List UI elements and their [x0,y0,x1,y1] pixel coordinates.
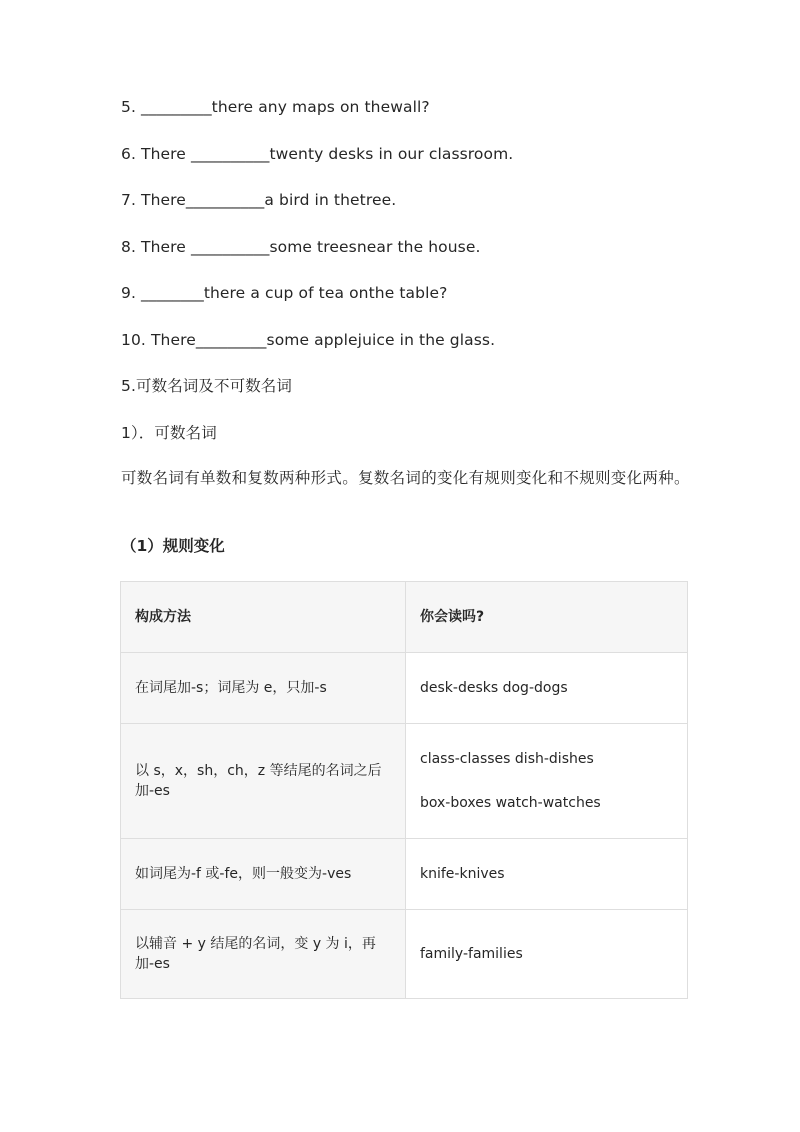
rule-method-cell: 如词尾为-f 或-fe，则一般变为-ves [121,839,406,910]
example-text: knife-knives [420,866,505,882]
exercise-line: 9. ________there a cup of tea onthe table? [121,284,448,302]
table-header-examples: 你会读吗? [406,582,688,653]
rule-method-cell: 以 s，x，sh，ch，z 等结尾的名词之后加-es [121,724,406,839]
exercise-line: 7. There__________a bird in thetree. [121,191,397,209]
rule-example-cell [406,839,688,910]
subsection-title: 1）．可数名词 [121,424,217,442]
example-text: family-families [420,946,523,962]
rule-example-cell [406,724,688,839]
exercise-line: 10. There_________some applejuice in the glass. [121,331,496,349]
rule-heading: （1）规则变化 [121,537,225,555]
table-row [121,653,688,724]
table-header-method: 构成方法 [121,582,406,653]
rule-method-cell: 以辅音 + y 结尾的名词，变 y 为 i，再加-es [121,910,406,999]
table-row [121,910,688,999]
exercise-line: 8. There __________some treesnear the house. [121,238,481,256]
section-title: 5.可数名词及不可数名词 [121,377,292,395]
rule-method-cell: 在词尾加-s；词尾为 e，只加-s [121,653,406,724]
table-row [121,724,688,839]
table-header-row [121,582,688,653]
example-text: class-classes dish-dishes [420,751,594,767]
table-row [121,839,688,910]
plural-rules-table [120,581,688,999]
rule-example-cell [406,910,688,999]
example-text: desk-desks dog-dogs [420,680,568,696]
intro-paragraph: 可数名词有单数和复数两种形式。复数名词的变化有规则变化和不规则变化两种。 [121,469,690,487]
example-text: box-boxes watch-watches [420,795,601,811]
exercise-line: 5. _________there any maps on thewall? [121,98,430,116]
rule-example-cell [406,653,688,724]
exercise-line: 6. There __________twenty desks in our classroom. [121,145,514,163]
